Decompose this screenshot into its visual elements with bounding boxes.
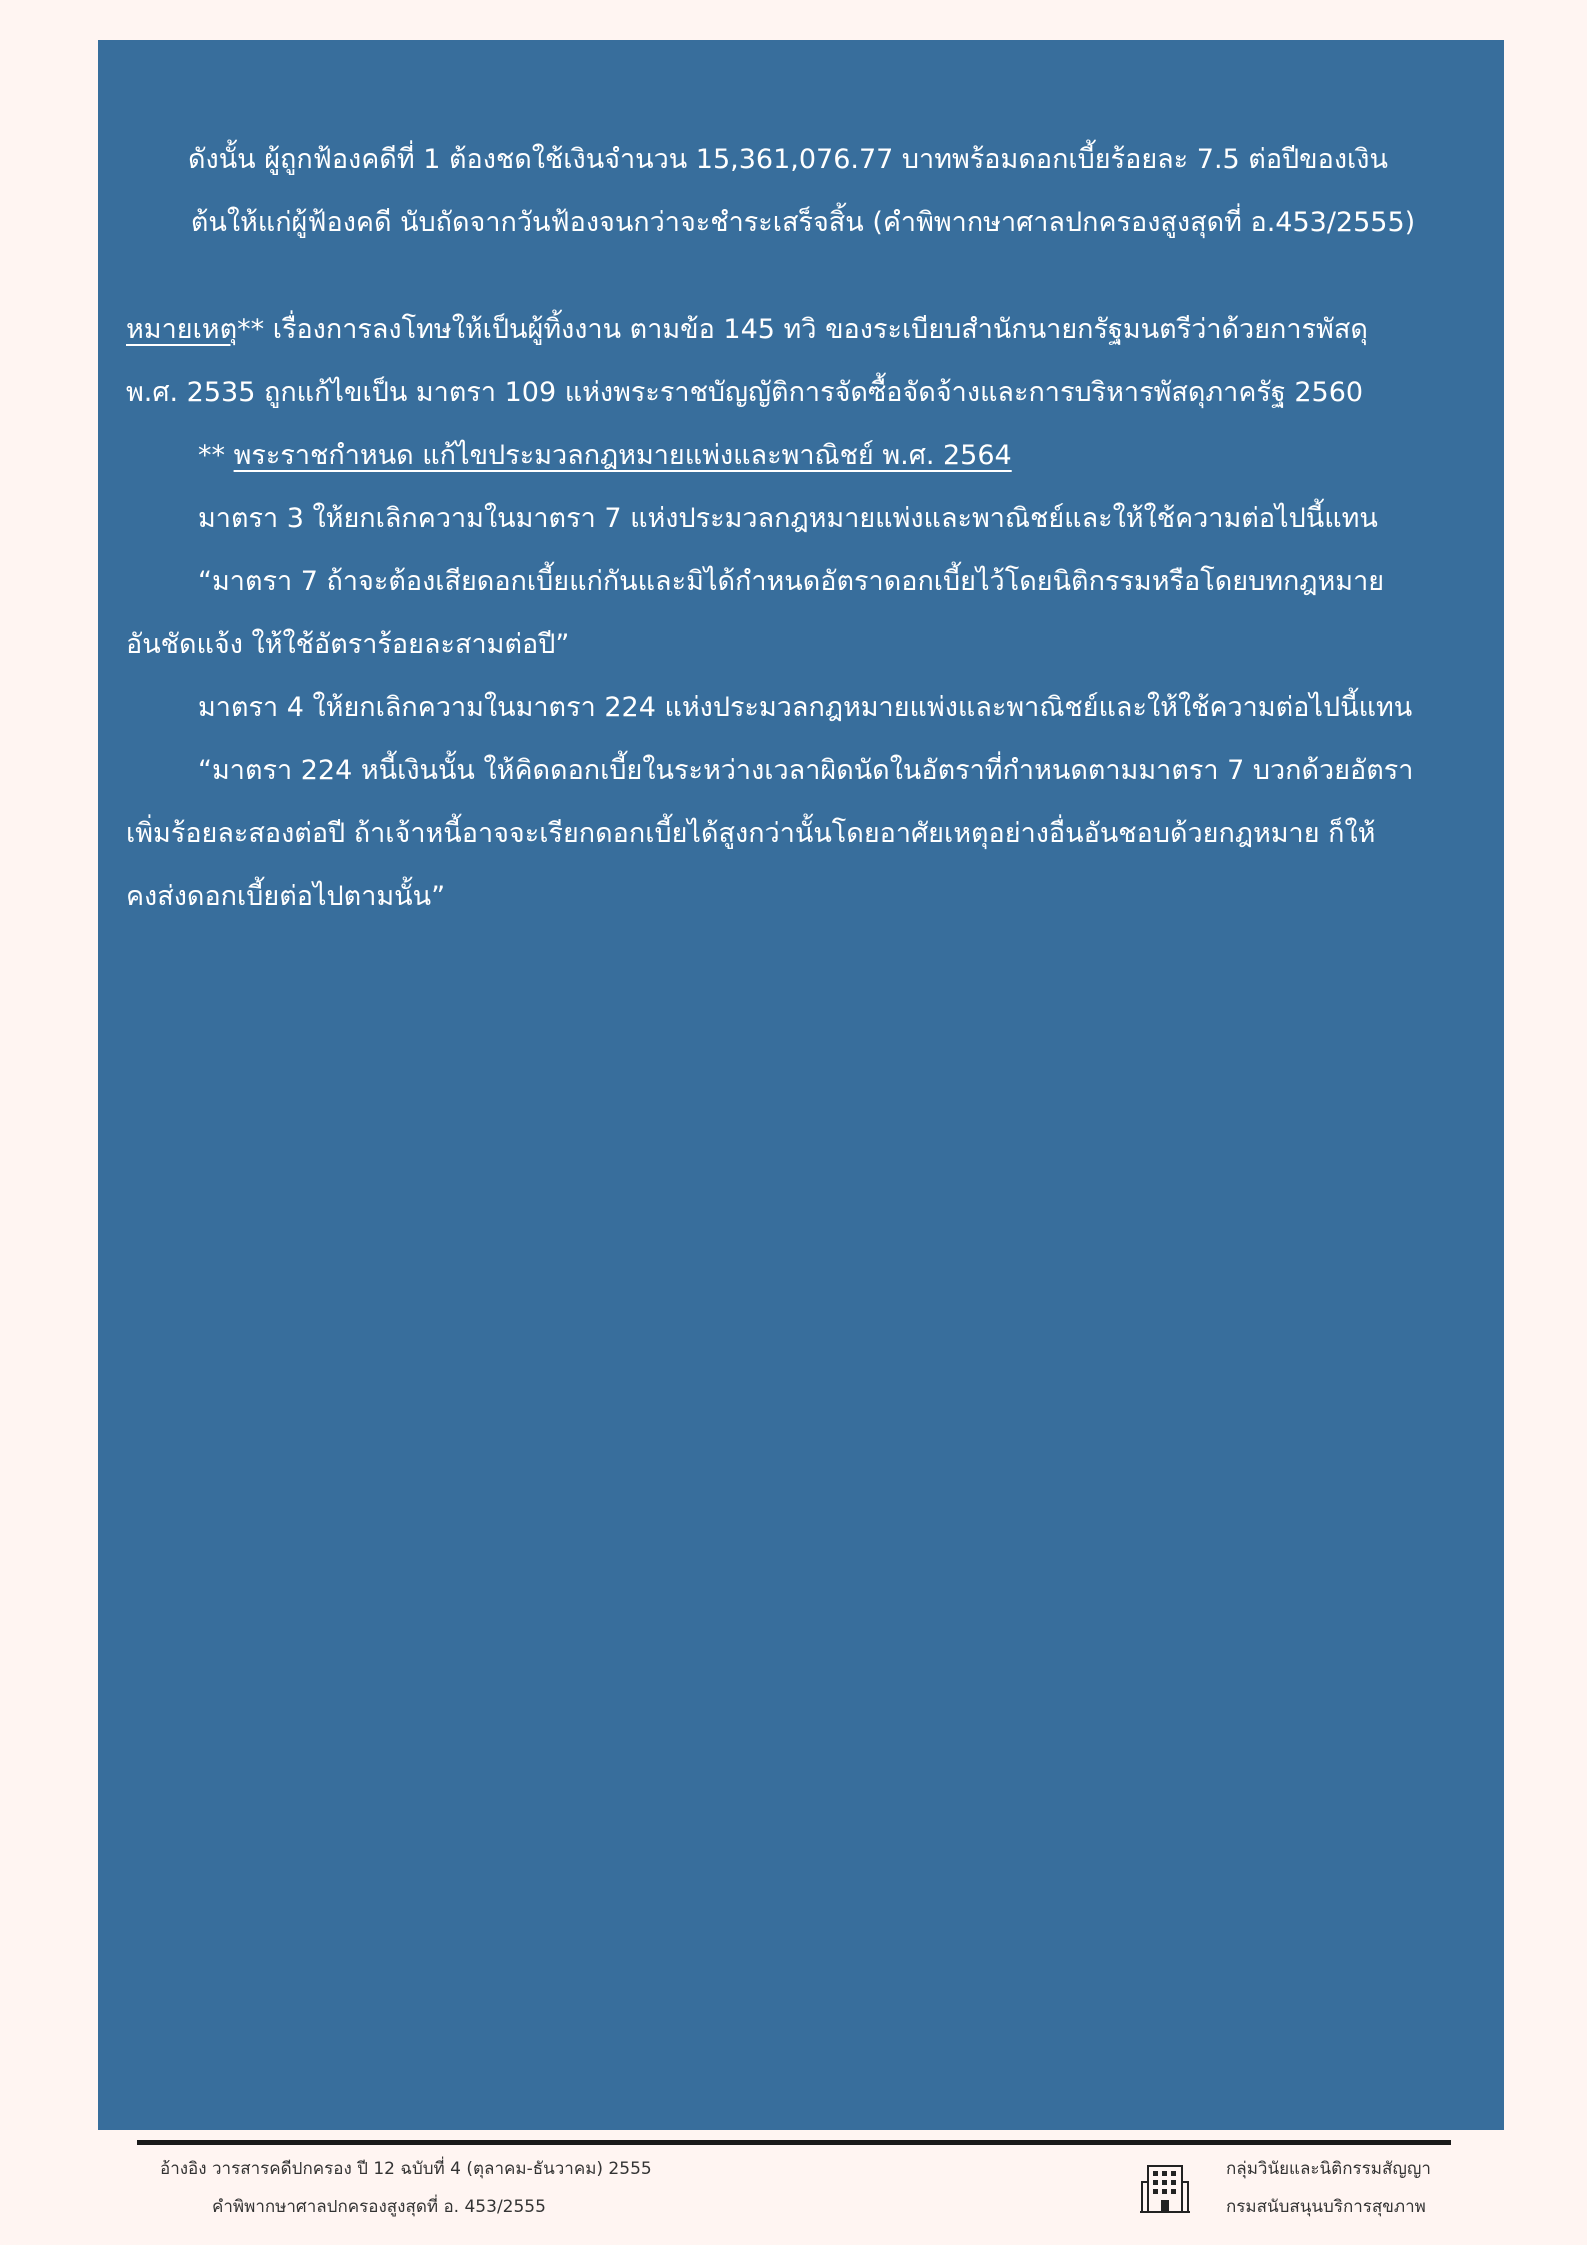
section-3-quote-line-2: อันชัดแจ้ง ให้ใช้อัตราร้อยละสามต่อปี” (126, 629, 570, 660)
judgment-line-1: ดังนั้น ผู้ถูกฟ้องคดีที่ 1 ต้องชดใช้เงินจำนวน 15,361,076.77 บาทพร้อมดอกเบี้ยร้อยละ 7.5 ต่อปีของเงิน (188, 144, 1388, 175)
decree-prefix: ** (198, 440, 234, 471)
footer-ref-line-2: คำพิพากษาศาลปกครองสูงสุดที่ อ. 453/2555 (212, 2197, 546, 2217)
footer-organization (1226, 2150, 1431, 2226)
note-line-2: พ.ศ. 2535 ถูกแก้ไขเป็น มาตรา 109 แห่งพระราชบัญญัติการจัดซื้อจัดจ้างและการบริหารพัสดุภาครัฐ 2560 (126, 377, 1364, 408)
content-panel (98, 40, 1504, 2130)
section-4-intro: มาตรา 4 ให้ยกเลิกความในมาตรา 224 แห่งประมวลกฎหมายแพ่งและพาณิชย์และให้ใช้ความต่อไปนี้แทน (198, 692, 1413, 723)
note-label: หมายเหตุ (126, 314, 238, 345)
footer-org-line-2: กรมสนับสนุนบริการสุขภาพ (1226, 2197, 1426, 2217)
judgment-line-2: ต้นให้แก่ผู้ฟ้องคดี นับถัดจากวันฟ้องจนกว่าจะชำระเสร็จสิ้น (คำพิพากษาศาลปกครองสูงสุดที่ อ.453/2555) (190, 207, 1416, 238)
decree-heading (126, 424, 1480, 487)
section-3-quote-line-1: “มาตรา 7 ถ้าจะต้องเสียดอกเบี้ยแก่กันและมิได้กำหนดอัตราดอกเบี้ยไว้โดยนิติกรรมหรือโดยบทกฎหมาย (198, 566, 1385, 597)
section-4-quote-line-3: คงส่งดอกเบี้ยต่อไปตามนั้น” (126, 881, 446, 912)
footer-reference (160, 2150, 652, 2226)
footer-ref-line-1: อ้างอิง วารสารคดีปกครอง ปี 12 ฉบับที่ 4 (ตุลาคม-ธันวาคม) 2555 (160, 2159, 652, 2179)
section-3-intro: มาตรา 3 ให้ยกเลิกความในมาตรา 7 แห่งประมวลกฎหมายแพ่งและพาณิชย์และให้ใช้ความต่อไปนี้แทน (198, 503, 1378, 534)
decree-title: พระราชกำหนด แก้ไขประมวลกฎหมายแพ่งและพาณิชย์ พ.ศ. 2564 (233, 440, 1012, 471)
section-4-quote-line-2: เพิ่มร้อยละสองต่อปี ถ้าเจ้าหนี้อาจจะเรียกดอกเบี้ยได้สูงกว่านั้นโดยอาศัยเหตุอย่างอื่นอันชอบด้วยกฎหมาย ก็ให้ (126, 818, 1376, 849)
footer-org-line-1: กลุ่มวินัยและนิติกรรมสัญญา (1226, 2159, 1431, 2179)
note-text-1: ** เรื่องการลงโทษให้เป็นผู้ทิ้งงาน ตามข้อ 145 ทวิ ของระเบียบสำนักนายกรัฐมนตรีว่าด้วยการพัสดุ (237, 314, 1368, 345)
spacer (126, 254, 1480, 298)
note-line-1 (126, 298, 1480, 361)
section-4-quote-line-1: “มาตรา 224 หนี้เงินนั้น ให้คิดดอกเบี้ยในระหว่างเวลาผิดนัดในอัตราที่กำหนดตามมาตรา 7 บวกด้วยอัตรา (198, 755, 1414, 786)
building-icon (1140, 2160, 1190, 2214)
footer-divider (137, 2140, 1451, 2145)
